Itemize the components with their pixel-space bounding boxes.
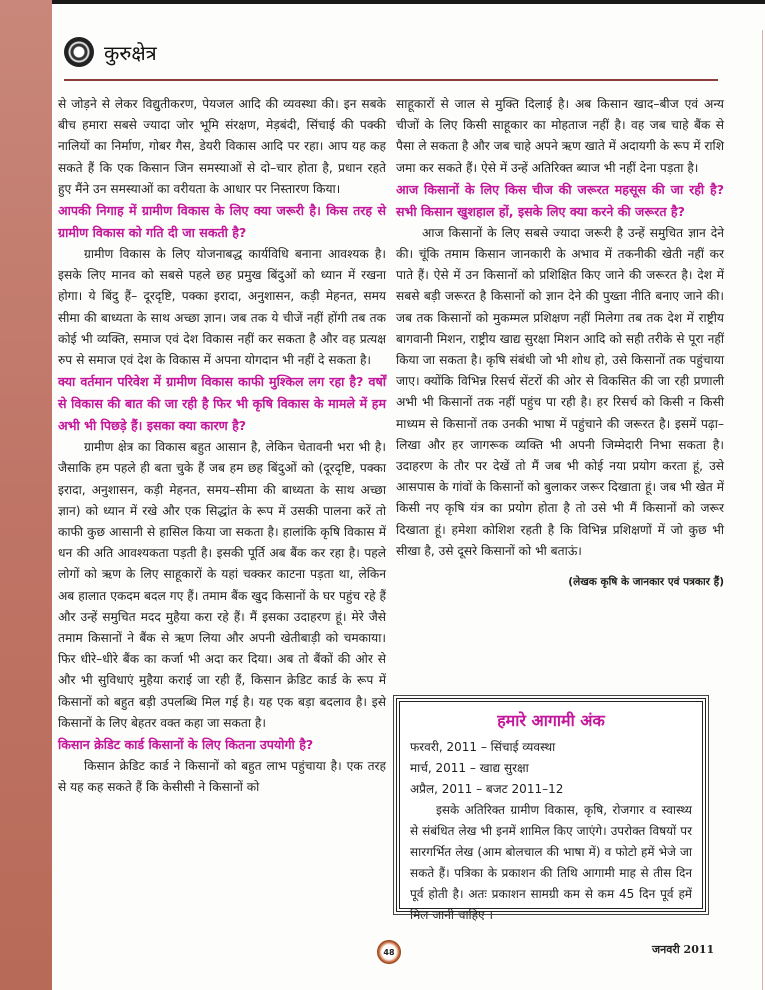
emblem-icon: [64, 37, 94, 67]
right-edge-line: [762, 30, 763, 990]
upcoming-item: अप्रैल, 2011 – बजट 2011–12: [410, 782, 564, 796]
question-heading: आपकी निगाह में ग्रामीण विकास के लिए क्या जरूरी है। किस तरह से ग्रामीण विकास को गति दी जा सकती है?: [58, 203, 386, 241]
right-column: [396, 94, 724, 593]
paragraph: ग्रामीण क्षेत्र का विकास बहुत आसान है, लेकिन चेतावनी भरा भी है। जैसाकि हम पहले ही बता चुके हैं जब हम छह बिंदुओं को (दूरदृष्टि, पक्का इरादा, अनुशासन, कड़ी मेहनत, समय–सीमा की बाध्यता के साथ अच्छा ज्ञान) को ध्यान में रखे और एक सिद्धांत के रूप में उसकी पालना करें तो काफी कुछ आसानी से हासिल किया जा सकता है। हालांकि कृषि विकास में धन की अति आवश्यकता पड़ती है। इसकी पूर्ति अब बैंक कर रहा है। पहले लोगों को ऋण के लिए साहूकारों के यहां चक्कर काटना पड़ता था, लेकिन अब हालात एकदम बदल गए हैं। तमाम बैंक खुद किसानों के घर पहुंच रहे हैं और उन्हें समुचित मदद मुहैया करा रहे हैं। मैं इसका उदाहरण हूं। मेरे जैसे तमाम किसानों ने बैंक से ऋण लिया और अपनी खेतीबाड़ी को चमकाया। फिर धीरे–धीरे बैंक का कर्जा भी अदा कर दिया। अब तो बैंकों की ओर से और भी सुविधाएं मुहैया कराई जा रही हैं, किसान क्रेडिट कार्ड के रूप में किसानों को बहुत बड़ी उपलब्धि मिल गई है। यह एक बड़ा बदलाव है। इसे किसानों के लिए बेहतर वक्त कहा जा सकता है।: [58, 440, 386, 730]
page-number: 48: [377, 940, 401, 964]
masthead: [64, 32, 157, 72]
top-edge: [0, 0, 765, 4]
upcoming-item: मार्च, 2011 – खाद्य सुरक्षा: [410, 761, 529, 775]
magazine-title: कुरुक्षेत्र: [104, 40, 157, 65]
paragraph: ग्रामीण विकास के लिए योजनाबद्ध कार्यविधि बनाना आवश्यक है। इसके लिए मानव को सबसे पहले छह प्रमुख बिंदुओं को ध्यान में रखना होगा। ये बिंदु हैं– दूरदृष्टि, पक्का इरादा, अनुशासन, कड़ी मेहनत, समय सीमा की बाध्यता के साथ अच्छा ज्ञान। जब तक ये चीजें नहीं होंगी तब तक कोई भी व्यक्ति, समाज एवं देश विकास नहीं कर सकता है और वह प्रत्यक्ष रुप से समाज एवं देश के विकास में अपना योगदान भी नहीं दे सकता है।: [58, 247, 386, 368]
box-title: हमारे आगामी अंक: [497, 711, 605, 730]
issue-date: जनवरी 2011: [652, 943, 715, 956]
paragraph: किसान क्रेडिट कार्ड ने किसानों को बहुत लाभ पहुंचाया है। एक तरह से यह कह सकते हैं कि केसीसी ने किसानों को: [58, 759, 386, 795]
paragraph: से जोड़ने से लेकर विद्युतीकरण, पेयजल आदि की व्यवस्था की। इन सबके बीच हमारा सबसे ज्यादा जोर भूमि संरक्षण, मेड़बंदी, सिंचाई की पक्की नालियों का निर्माण, गोबर गैस, डेयरी विकास आदि पर रहा। आप यह कह सकते हैं कि एक किसान जिन समस्याओं से दो–चार होता है, प्रधान रहते हुए मैंने उन समस्याओं का वरीयता के आधार पर निस्तारण किया।: [58, 97, 386, 196]
upcoming-item: फरवरी, 2011 – सिंचाई व्यवस्था: [410, 740, 556, 754]
question-heading: किसान क्रेडिट कार्ड किसानों के लिए कितना उपयोगी है?: [58, 737, 314, 753]
left-column: [58, 94, 386, 798]
paragraph: साहूकारों से जाल से मुक्ति दिलाई है। अब किसान खाद–बीज एवं अन्य चीजों के लिए किसी साहूकार का मोहताज नहीं है। वह जब चाहे बैंक से पैसा ले सकता है और जब चाहे अपने ऋण खाते में अदायगी के रूप में राशि जमा कर सकते हैं। ऐसे में उन्हें अतिरिक्त ब्याज भी नहीं देना पड़ता है।: [396, 97, 724, 175]
author-byline: (लेखक कृषि के जानकार एवं पत्रकार हैं): [568, 576, 724, 589]
question-heading: आज किसानों के लिए किस चीज की जरूरत महसूस की जा रही है? सभी किसान खुशहाल हों, इसके लिए क्या करने की जरूरत है?: [396, 181, 724, 219]
upcoming-issues-box: [396, 698, 706, 922]
left-color-strip: [0, 0, 52, 990]
box-body: इसके अतिरिक्त ग्रामीण विकास, कृषि, रोजगार व स्वास्थ्य से संबंधित लेख भी इनमें शामिल किए जाएंगे। उपरोक्त विषयों पर सारगर्भित लेख (आम बोलचाल की भाषा में) व फोटो हमें भेजे जा सकते हैं। पत्रिका के प्रकाशन की तिथि आगामी माह से तीस दिन पूर्व होती है। अतः प्रकाशन सामग्री कम से कम 45 दिन पूर्व हमें मिल जानी चाहिए ।: [410, 803, 692, 922]
paragraph: आज किसानों के लिए सबसे ज्यादा जरूरी है उन्हें समुचित ज्ञान देने की। चूंकि तमाम किसान जानकारी के अभाव में तकनीकी खेती नहीं कर पाते हैं। ऐसे में उन किसानों को प्रशिक्षित किए जाने की जरूरत है। देश में सबसे बड़ी जरूरत है किसानों को ज्ञान देने की पुख्ता नीति बनाए जाने की। जब तक किसानों को मुकम्मल प्रशिक्षण नहीं मिलेगा तब तक देश में राष्ट्रीय बागवानी मिशन, राष्ट्रीय खाद्य सुरक्षा मिशन आदि को सही तरीके से पूरा नहीं किया जा सकता है। कृषि संबंधी जो भी शोध हो, उसे किसानों तक पहुंचाया जाए। क्योंकि विभिन्न रिसर्च सेंटरों की ओर से विकसित की जा रही प्रणाली अभी भी किसानों तक नहीं पहुंच पा रही है। हर रिसर्च को किसी न किसी माध्यम से किसानों तक उनकी भाषा में पहुंचाने की जरूरत है। इसमें पढ़ा–लिखा और हर जागरूक व्यक्ति भी अपनी जिम्मेदारी निभा सकता है। उदाहरण के तौर पर देखें तो मैं जब भी कोई नया प्रयोग करता हूं, उसे आसपास के गांवों के किसानों को बुलाकर जरूर दिखाता हूं। जब भी खेत में किसी नए कृषि यंत्र का प्रयोग होता है तो उसे भी मैं किसानों को जरूर दिखाता हूं। हमेशा कोशिश रहती है कि विभिन्न प्रशिक्षणों में जो कुछ भी सीखा है, उसे दूसरे किसानों को भी बताऊं।: [396, 225, 724, 558]
header-rule: [64, 79, 718, 81]
question-heading: क्या वर्तमान परिवेश में ग्रामीण विकास काफी मुश्किल लग रहा है? वर्षों से विकास की बात की जा रही है फिर भी कृषि विकास के मामले में हम अभी भी पिछड़े हैं। इसका क्या कारण है?: [58, 374, 386, 434]
